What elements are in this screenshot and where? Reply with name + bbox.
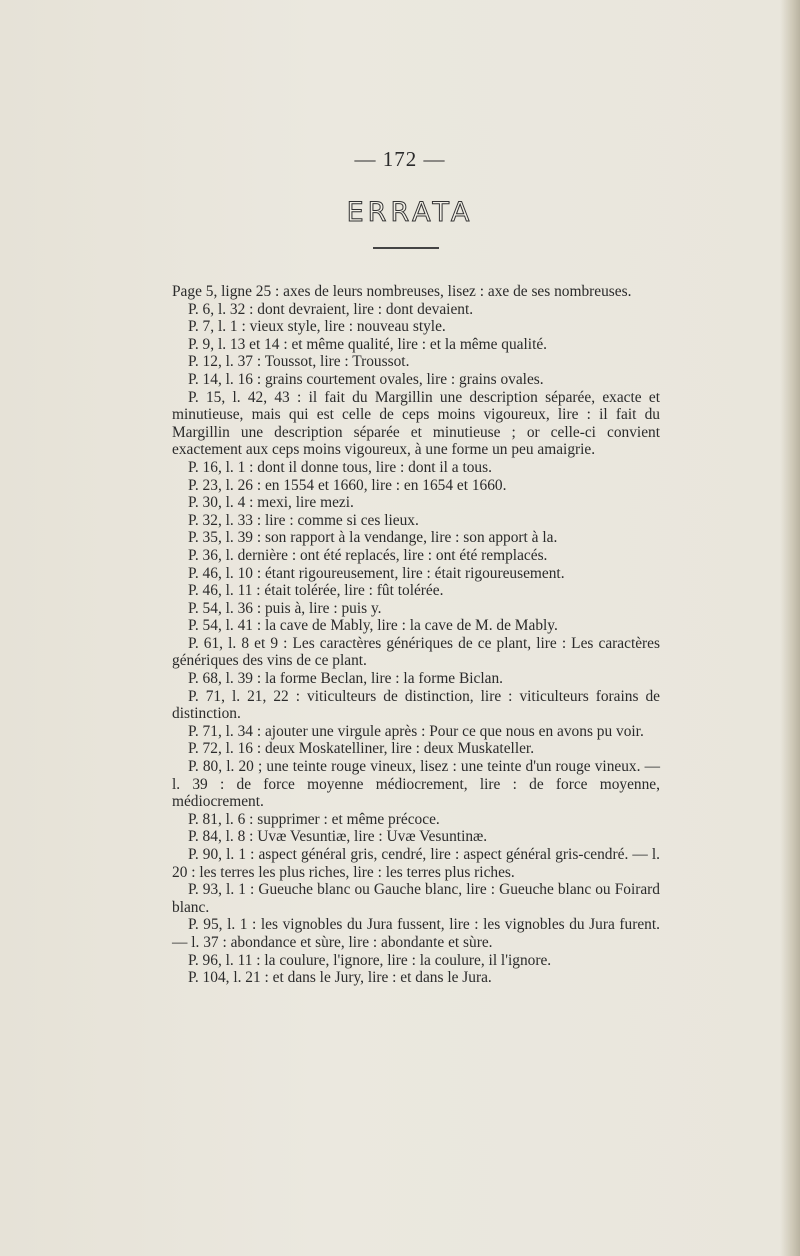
errata-entry: Page 5, ligne 25 : axes de leurs nombreuses, lisez : axe de ses nombreuses. (172, 283, 632, 300)
errata-entry: P. 104, l. 21 : et dans le Jury, lire : et dans le Jura. (188, 969, 492, 987)
errata-entry: P. 81, l. 6 : supprimer : et même précoce. (188, 810, 440, 828)
errata-entry: P. 12, l. 37 : Toussot, lire : Troussot. (188, 353, 410, 371)
errata-entry: P. 7, l. 1 : vieux style, lire : nouveau style. (188, 318, 446, 336)
errata-entry: P. 68, l. 39 : la forme Beclan, lire : la forme Biclan. (188, 670, 503, 688)
errata-entry: P. 9, l. 13 et 14 : et même qualité, lire : et la même qualité. (188, 335, 548, 353)
errata-entry: P. 80, l. 20 ; une teinte rouge vineux, lisez : une teinte d'un rouge vineux. — l. 39 : de force moyenne médiocrement, lire : de force moyenne, médiocrement. (172, 758, 660, 811)
errata-entry: P. 16, l. 1 : dont il donne tous, lire : dont il a tous. (188, 458, 492, 476)
errata-entry: P. 46, l. 11 : était tolérée, lire : fût tolérée. (188, 582, 444, 600)
errata-entry: P. 93, l. 1 : Gueuche blanc ou Gauche blanc, lire : Gueuche blanc ou Foirard blanc. (172, 881, 660, 916)
errata-entry: P. 35, l. 39 : son rapport à la vendange, lire : son apport à la. (188, 529, 558, 547)
errata-entry: P. 32, l. 33 : lire : comme si ces lieux. (188, 511, 419, 529)
page-number: — 172 — (354, 147, 446, 171)
errata-entry: P. 6, l. 32 : dont devraient, lire : dont devaient. (188, 300, 474, 318)
errata-entry: P. 95, l. 1 : les vignobles du Jura fussent, lire : les vignobles du Jura furent. — l. 37 : abondance et sùre, lire : abondante et sùre. (172, 916, 660, 951)
errata-entry: P. 71, l. 21, 22 : viticulteurs de distinction, lire : viticulteurs forains de distinction. (172, 687, 660, 723)
errata-list (172, 283, 660, 987)
errata-entry: P. 61, l. 8 et 9 : Les caractères génériques de ce plant, lire : Les caractères génériques des vins de ce plant. (172, 634, 660, 670)
errata-entry: P. 54, l. 36 : puis à, lire : puis y. (188, 599, 382, 617)
errata-entry: P. 54, l. 41 : la cave de Mably, lire : la cave de M. de Mably. (188, 617, 558, 635)
errata-entry: P. 96, l. 11 : la coulure, l'ignore, lire : la coulure, il l'ignore. (188, 951, 552, 969)
errata-entry: P. 84, l. 8 : Uvæ Vesuntiæ, lire : Uvæ Vesuntinæ. (188, 828, 488, 846)
errata-entry: P. 46, l. 10 : étant rigoureusement, lire : était rigoureusement. (188, 564, 565, 582)
errata-entry: P. 72, l. 16 : deux Moskatelliner, lire : deux Muskateller. (188, 740, 535, 758)
errata-entry: P. 15, l. 42, 43 : il fait du Margillin une description séparée, exacte et minutieuse, mais qui est celle de ceps moins vigoureux, lire : il fait du Margillin une description séparée et minutieuse ; or celle-ci convient exactement aux ceps moins vigoureux, à une forme un peu amaigrie. (172, 388, 660, 459)
page-edge-shadow (780, 0, 800, 1256)
errata-entry: P. 14, l. 16 : grains courtement ovales, lire : grains ovales. (188, 370, 544, 388)
errata-entry: P. 30, l. 4 : mexi, lire mezi. (188, 494, 354, 512)
title-rule (373, 247, 439, 249)
errata-entry: P. 36, l. dernière : ont été replacés, lire : ont été remplacés. (188, 546, 548, 564)
page-title: ERRATA (346, 197, 474, 228)
errata-entry: P. 23, l. 26 : en 1554 et 1660, lire : en 1654 et 1660. (188, 476, 507, 494)
errata-entry: P. 71, l. 34 : ajouter une virgule après : Pour ce que nous en avons pu voir. (188, 722, 644, 740)
errata-entry: P. 90, l. 1 : aspect général gris, cendré, lire : aspect général gris-cendré. — l. 20 : les terres les plus riches, lire : les terres plus riches. (172, 846, 660, 881)
